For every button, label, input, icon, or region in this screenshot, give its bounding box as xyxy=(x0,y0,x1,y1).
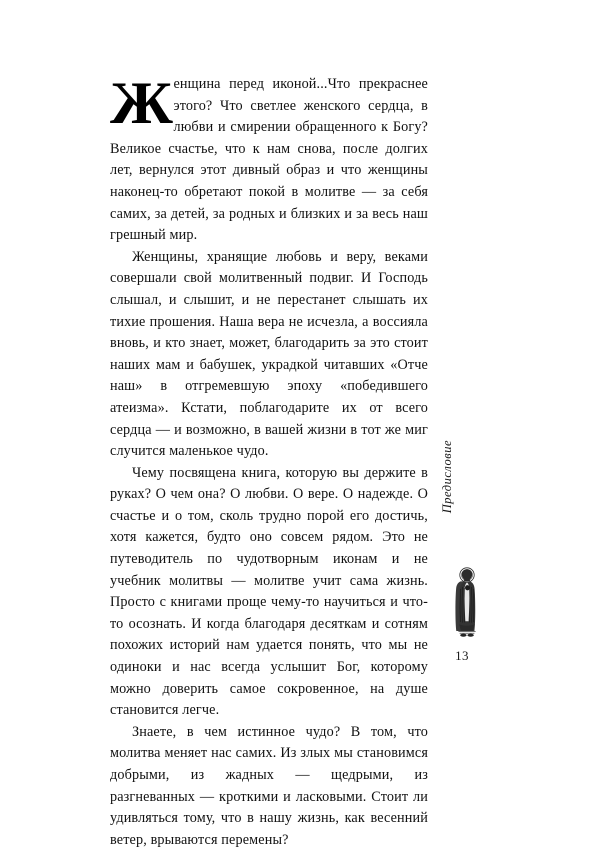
running-head: Предисловие xyxy=(440,440,454,514)
standing-saint-with-halo-icon xyxy=(450,565,484,641)
paragraph-text: Что прекраснее этого? Что светлее женского сердца, в любви и смирении обращенного к Богу? Великое счастье, что к нам снова, после долгих лет, вернулся этот дивный образ и что женщины наконец-то обретают покой в молитве — за себя самих, за детей, за родных и близких и за весь наш грешный мир. xyxy=(110,76,428,244)
paragraph-2: Женщины, хранящие любовь и веру, веками совершали свой молитвенный подвиг. И Господь слышал, и слышит, и не перестанет слышать их тихие прошения. Наша вера не исчезла, а воссияла вновь, и кто знает, может, благодарить за это стоит наших мам и бабушек, украдкой читавших «Отче наш» в отгремевшую эпоху «победившего атеизма». Кстати, поблагодарите их от всего сердца — и возможно, в вашей жизни в тот же миг случится маленькое чудо. xyxy=(110,248,428,460)
drop-cap-letter: Ж xyxy=(110,70,174,136)
margin-rail xyxy=(440,440,500,690)
opening-line: енщина перед иконой... xyxy=(173,76,328,92)
paragraph-opening xyxy=(110,70,428,247)
paragraph-3: Чему посвящена книга, которую вы держите в руках? О чем она? О любви. О вере. О надежде. О счастье и о том, сколь трудно порой его достичь, хотя кажется, будто оно совсем рядом. Это не путеводитель по чудотворным иконам и не учебник молитвы — молитве учит сама жизнь. Просто с книгами проще чему-то научиться и что-то осознать. И когда благодаря десяткам и сотням похожих историй нам удается понять, что мы не одиноки и нас всегда услышит Бог, которому можно доверить самое сокровенное, на душе становится легче. xyxy=(110,464,428,719)
page-number: 13 xyxy=(455,648,469,663)
paragraph-4: Знаете, в чем истинное чудо? В том, что молитва меняет нас самих. Из злых мы становимся добрыми, из жадных — щедрыми, из разгневанных — кроткими и ласковыми. Стоит ли удивляться тому, что в нашу жизнь, как весенний ветер, врываются перемены? xyxy=(110,723,428,848)
text-column xyxy=(110,70,428,851)
